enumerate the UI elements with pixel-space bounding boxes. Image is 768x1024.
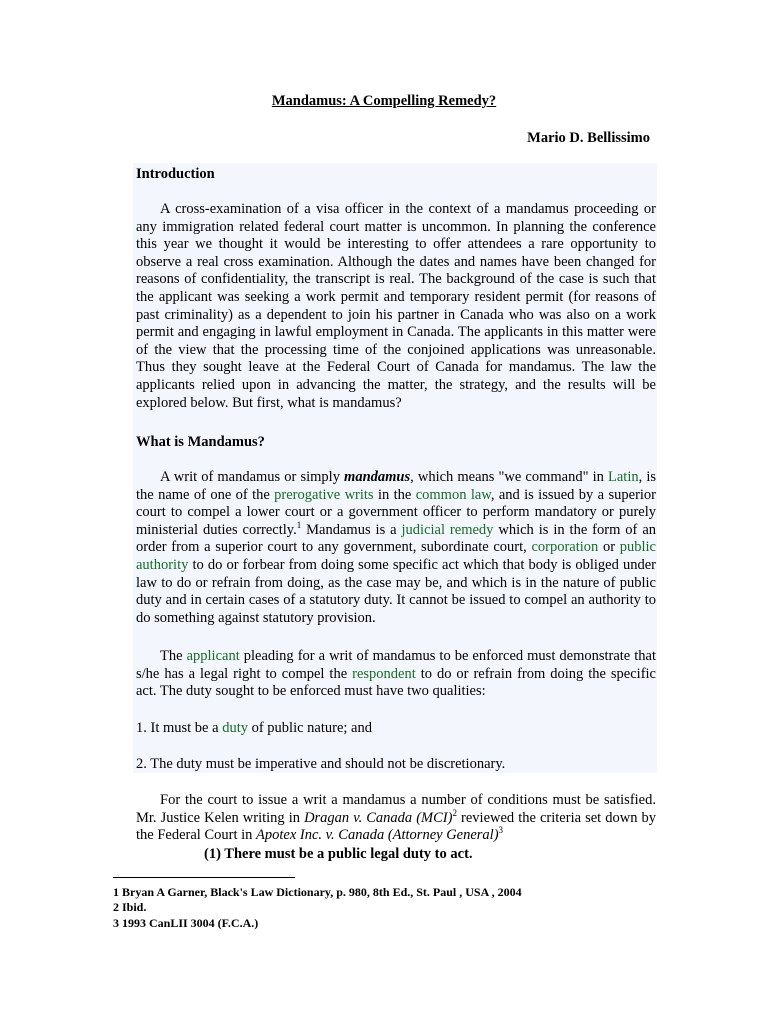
text-run: pleading for a writ of mandamus to be enforced must demonstrate that s/he has a legal right to compel the [136, 648, 657, 682]
document-title: Mandamus: A Compelling Remedy? [271, 93, 497, 109]
footnotes [113, 885, 522, 931]
link-judicial-remedy[interactable]: judicial remedy [401, 521, 494, 538]
condition-1: (1) There must be a public legal duty to act. [204, 846, 473, 862]
footnote-ref-2: 2 [452, 807, 457, 818]
text-run: Mandamus is a [301, 521, 402, 538]
text-run: For the court to issue a writ a mandamus a number of conditions must be satisfied. Mr. Justice Kelen writing in [136, 792, 656, 826]
link-common-law[interactable]: common law [415, 486, 491, 503]
text-run: to do or forbear from doing some specific act which that body is obliged under law to do or refrain from doing, as the case may be, and which is in the nature of public duty and in certain cases of a statutory duty. It cannot be issued to compel an authority to do something against statutory provision. [136, 556, 656, 626]
text-run: 1. It must be a [136, 720, 223, 736]
case-name-dragan: Dragan v. Canada (MCI) [304, 809, 453, 826]
text-run: in the [373, 486, 416, 503]
link-latin[interactable]: Latin [608, 469, 639, 485]
link-corporation[interactable]: corporation [531, 539, 599, 556]
link-prerogative-writs[interactable]: prerogative writs [274, 486, 374, 503]
text-run: to do or refrain from doing the specific act. The duty sought to be enforced must have two qualities: [136, 665, 656, 700]
text-run: , which means "we command" in [410, 469, 608, 485]
applicant-paragraph [136, 648, 656, 701]
author-name: Mario D. Bellissimo [527, 130, 650, 146]
text-run: which is in the form of an order from a superior court to any government, subordinate court, [136, 521, 657, 556]
footnote-ref-1: 1 [296, 519, 302, 530]
definition-paragraph [136, 469, 656, 627]
link-duty[interactable]: duty [222, 720, 248, 736]
text-run: , is the name of one of the [136, 469, 656, 503]
footnote-2: 2 Ibid. [113, 900, 147, 915]
case-name-apotex: Apotex Inc. v. Canada (Attorney General) [256, 827, 499, 844]
text-run: , and is issued by a superior court to compel a lower court or a government officer to perform mandatory or purely ministerial duties correctly. [136, 486, 657, 538]
link-public-authority[interactable]: public authority [136, 539, 656, 573]
text-run: A writ of mandamus or simply [160, 469, 345, 485]
intro-heading: Introduction [136, 166, 215, 182]
text-run: or [598, 539, 620, 556]
link-applicant[interactable]: applicant [186, 648, 240, 664]
text-run: The [160, 648, 187, 664]
quality-item-2: 2. The duty must be imperative and should not be discretionary. [136, 756, 506, 772]
conditions-paragraph [136, 792, 656, 845]
footnote-divider [113, 877, 295, 878]
footnote-ref-3: 3 [498, 825, 504, 836]
link-respondent[interactable]: respondent [352, 665, 416, 682]
footnote-1: 1 Bryan A Garner, Black's Law Dictionary, p. 980, 8th Ed., St. Paul , USA , 2004 [113, 885, 522, 899]
text-run: of public nature; and [247, 720, 372, 736]
intro-paragraph: A cross-examination of a visa officer in the context of a mandamus proceeding or any immigration related federal court matter is uncommon. In planning the conference this year we thought it would be interesting to offer attendees a rare opportunity to observe a real cross examination. Although the dates and names have been changed for reasons of confidentiality, the transcript is real. The background of the case is such that the applicant was seeking a work permit and temporary resident permit (for reasons of past criminality) as a dependent to join his partner in Canada who was also on a work permit and engaging in lawful employment in Canada. The applicants in this matter were of the view that the processing time of the conjoined applications was unreasonable. Thus they sought leave at the Federal Court of Canada for mandamus. The law the applicants relied upon in advancing the matter, the strategy, and the results will be explored below. But first, what is mandamus? [136, 201, 656, 411]
what-is-heading: What is Mandamus? [136, 434, 265, 450]
footnote-3: 3 1993 CanLII 3004 (F.C.A.) [113, 915, 259, 930]
quality-item-1 [136, 720, 656, 738]
text-run: reviewed the criteria set down by the Federal Court in [136, 809, 657, 844]
mandamus-term: mandamus [344, 469, 411, 485]
